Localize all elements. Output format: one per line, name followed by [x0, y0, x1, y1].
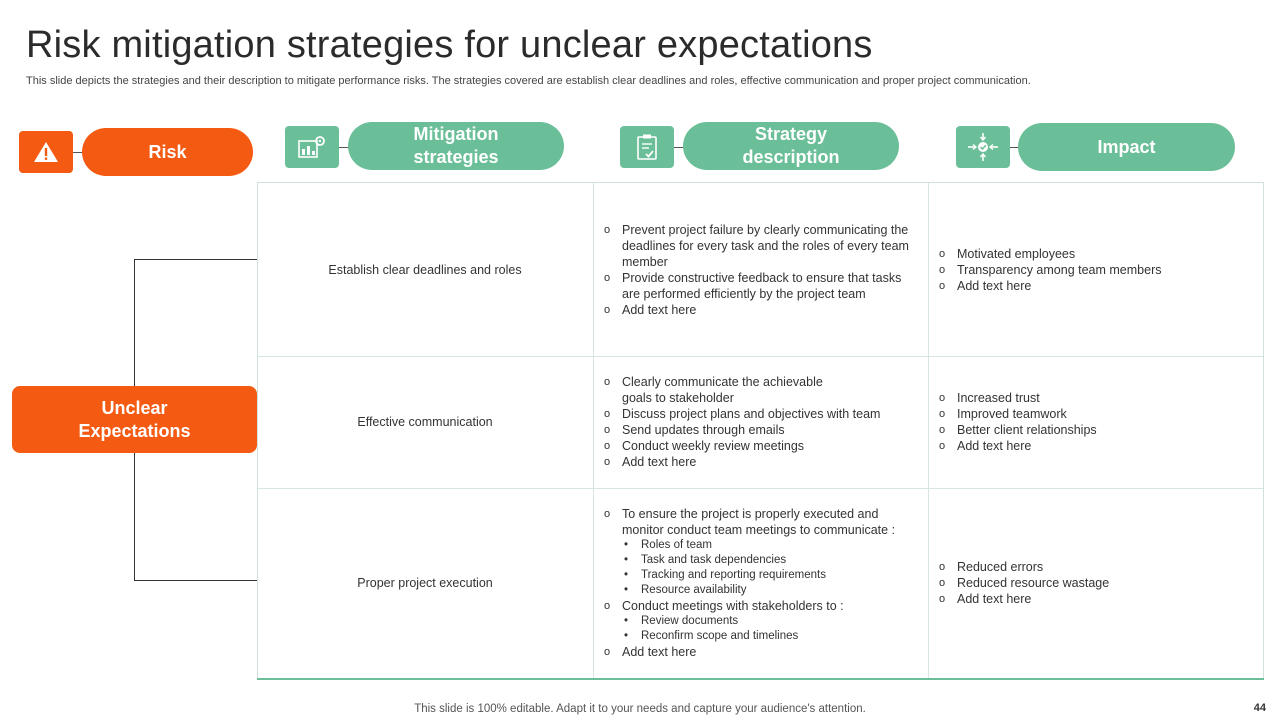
clipboard-check-icon — [620, 126, 674, 168]
list-item-text: Conduct meetings with stakeholders to : — [622, 599, 844, 613]
list-item-text: Clearly communicate the achievable goals to stakeholder — [622, 375, 823, 405]
sub-list-item-text: Reconfirm scope and timelines — [641, 630, 799, 642]
table-divider — [928, 183, 929, 679]
sub-list-item — [622, 538, 921, 553]
list-item — [938, 262, 1256, 278]
list-item — [938, 406, 1256, 422]
mitigation-header — [348, 122, 564, 170]
list-item-text: Conduct weekly review meetings — [622, 439, 805, 453]
impact-header-label: Impact — [1097, 136, 1156, 157]
risk-header-label: Risk — [148, 141, 187, 162]
risk-item-line1: Unclear — [101, 397, 168, 418]
sub-list-item — [622, 583, 921, 598]
strategy-label: Proper project execution — [357, 576, 493, 590]
list-item — [603, 406, 921, 422]
sub-list-item-text: Roles of team — [641, 539, 712, 551]
footer-note: This slide is 100% editable. Adapt it to your needs and capture your audience's attention. — [414, 703, 866, 715]
bracket-branch-1 — [134, 259, 257, 260]
list-item-text: Increased trust — [957, 391, 1040, 405]
sub-list-item — [622, 568, 921, 583]
list-item — [938, 591, 1256, 607]
arrows-converge-icon — [956, 126, 1010, 168]
list-item — [938, 559, 1256, 575]
table-row-2-strategy — [258, 356, 592, 488]
table-row-1-impact — [938, 183, 1256, 356]
list-item — [603, 644, 921, 660]
list-item-text: Add text here — [622, 302, 697, 317]
list-item-text: Reduced resource wastage — [957, 576, 1110, 590]
table-row-3-strategy — [258, 488, 592, 678]
list-item-text: Motivated employees — [957, 246, 1076, 261]
list-item-text: Send updates through emails — [622, 423, 785, 437]
sub-list-item-text: Review documents — [641, 615, 739, 627]
chart-gear-icon — [285, 126, 339, 168]
list-item — [938, 246, 1256, 262]
list-item — [938, 390, 1256, 406]
table-row-3-impact — [938, 488, 1256, 678]
table-bottom-accent — [257, 678, 1264, 680]
list-item — [938, 422, 1256, 438]
description-header — [683, 122, 899, 170]
list-item — [603, 506, 921, 598]
sub-list-item-text: Tracking and reporting requirements — [641, 569, 826, 581]
list-item — [938, 438, 1256, 454]
list-item-text: Add text here — [957, 439, 1032, 453]
list-item — [603, 374, 921, 406]
list-item — [603, 302, 921, 318]
strategy-label: Effective communication — [357, 415, 493, 429]
risk-header — [82, 128, 253, 176]
mitigation-header-line2: strategies — [413, 147, 499, 167]
sub-list-item — [622, 553, 921, 568]
sub-list-item — [622, 629, 921, 644]
table-row-3-description — [603, 488, 921, 678]
page-number: 44 — [1253, 702, 1266, 714]
list-item — [938, 575, 1256, 591]
list-item — [603, 454, 921, 470]
list-item-text: Add text here — [957, 278, 1032, 293]
sub-list-item-text: Task and task dependencies — [641, 554, 787, 566]
sub-list-item — [622, 614, 921, 629]
mitigation-header-line1: Mitigation — [413, 124, 499, 144]
table-row-1-description — [603, 183, 921, 356]
risk-item-unclear-expectations — [12, 386, 257, 453]
list-item-text: Discuss project plans and objectives with team — [622, 407, 881, 421]
list-item — [603, 438, 921, 454]
risk-item-line2: Expectations — [78, 420, 191, 441]
page-title: Risk mitigation strategies for unclear expectations — [26, 24, 873, 66]
warning-icon — [19, 131, 73, 173]
list-item-text: Better client relationships — [957, 423, 1097, 437]
list-item-text: Prevent project failure by clearly communicating the deadlines for every task and the roles of every team member — [622, 222, 909, 269]
list-item — [603, 222, 921, 270]
description-header-line2: description — [742, 147, 840, 167]
table-divider — [593, 183, 594, 679]
list-item-text: Provide constructive feedback to ensure that tasks are performed efficiently by the project team — [622, 270, 902, 301]
list-item — [603, 270, 921, 302]
list-item — [603, 422, 921, 438]
impact-header — [1018, 123, 1235, 171]
page-subtitle: This slide depicts the strategies and their description to mitigate performance risks. The strategies covered are establish clear deadlines and roles, effective communication and proper project communication. — [26, 75, 1031, 87]
list-item-text: Add text here — [622, 645, 697, 659]
sub-list-item-text: Resource availability — [641, 584, 747, 596]
list-item-text: Improved teamwork — [957, 407, 1067, 421]
list-item — [603, 598, 921, 644]
table-row-2-impact — [938, 356, 1256, 488]
list-item-text: Transparency among team members — [957, 262, 1162, 277]
strategy-label: Establish clear deadlines and roles — [328, 262, 522, 277]
description-header-line1: Strategy — [754, 124, 828, 144]
list-item-text: Add text here — [622, 455, 697, 469]
list-item-text: Add text here — [957, 592, 1032, 606]
table-row-2-description — [603, 356, 921, 488]
bracket-branch-3 — [134, 580, 257, 581]
table-row-1-strategy — [258, 183, 592, 356]
list-item-text: To ensure the project is properly executed and monitor conduct team meetings to communicate : — [622, 507, 896, 537]
list-item-text: Reduced errors — [957, 560, 1044, 574]
list-item — [938, 278, 1256, 294]
